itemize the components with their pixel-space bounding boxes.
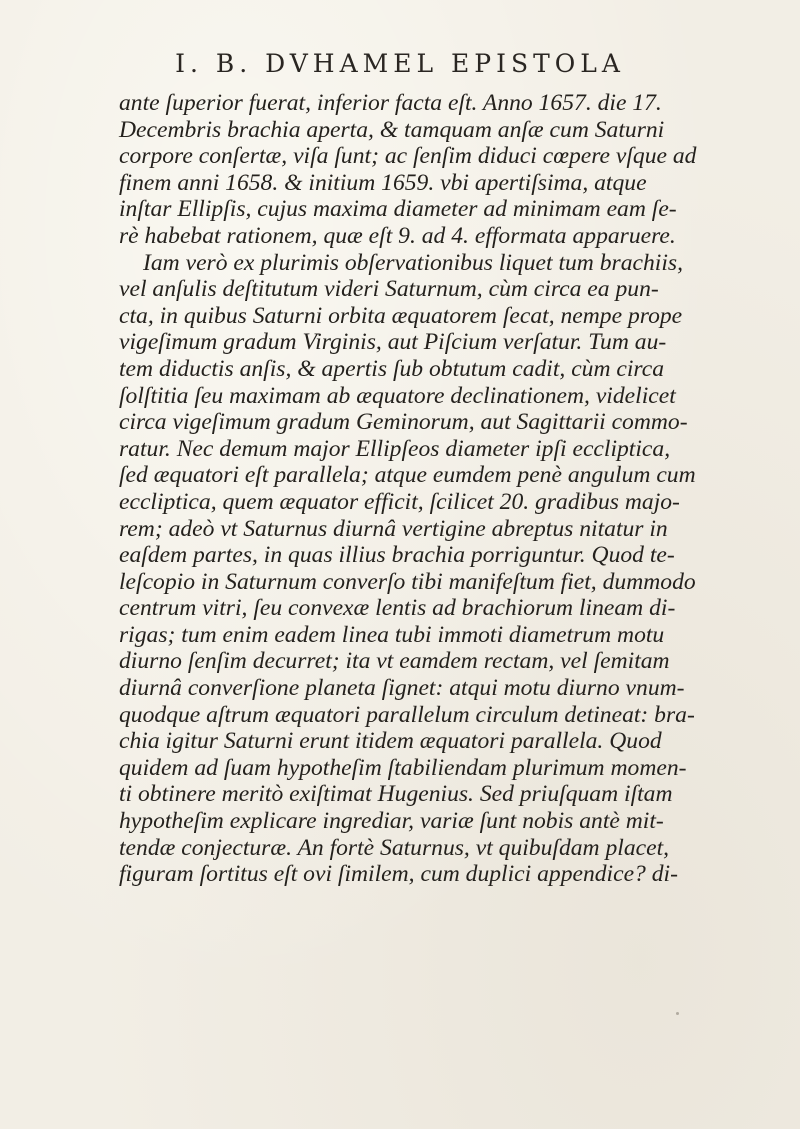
text-line: quidem ad ſuam hypotheſim ſtabiliendam plurimum momen- (119, 754, 687, 781)
text-line: Decembris brachia aperta, & tamquam anſæ cum Saturni (119, 116, 665, 143)
text-line: ratur. Nec demum major Ellipſeos diameter ipſi eccliptica, (119, 435, 671, 462)
text-line: quodque aſtrum æquatori parallelum circulum detineat: bra- (119, 701, 695, 728)
text-line: chia igitur Saturni erunt itidem æquatori parallela. Quod (119, 728, 662, 755)
text-line: ſolſtitia ſeu maximam ab æquatore declinationem, videlicet (119, 382, 676, 409)
paper-speck (676, 1012, 679, 1015)
text-line: rem; adeò vt Saturnus diurnâ vertigine abreptus nitatur in (119, 515, 668, 542)
text-line: rè habebat rationem, quæ eſt 9. ad 4. efformata apparuere. (119, 222, 676, 249)
text-line: diurno ſenſim decurret; ita vt eamdem rectam, vel ſemitam (119, 648, 670, 675)
text-line: centrum vitri, ſeu convexæ lentis ad brachiorum lineam di- (119, 595, 676, 622)
text-line: eccliptica, quem æquator efficit, ſcilicet 20. gradibus majo- (119, 488, 680, 515)
text-line: figuram ſortitus eſt ovi ſimilem, cum duplici appendice? di- (119, 861, 678, 888)
text-line: diurnâ converſione planeta ſignet: atqui motu diurno vnum- (119, 675, 685, 702)
paragraph-start-line: Iam verò ex plurimis obſervationibus liquet tum brachiis, (143, 249, 683, 276)
running-head: I. B. DVHAMEL EPISTOLA (175, 49, 625, 78)
text-line: ante ſuperior fuerat, inferior facta eſt. Anno 1657. die 17. (119, 90, 662, 116)
text-line: ſed æquatori eſt parallela; atque eumdem penè angulum cum (119, 462, 696, 489)
text-line: circa vigeſimum gradum Geminorum, aut Sagittarii commo- (119, 409, 688, 436)
text-line: tendæ conjecturæ. An fortè Saturnus, vt quibuſdam placet, (119, 834, 670, 861)
latin-text-block (119, 90, 759, 888)
text-line: inſtar Ellipſis, cujus maxima diameter ad minimam eam ſe- (119, 196, 677, 223)
text-line: leſcopio in Saturnum converſo tibi manifeſtum fiet, dummodo (119, 568, 696, 595)
text-line: tem diductis anſis, & apertis ſub obtutum cadit, cùm circa (119, 355, 665, 382)
text-line: cta, in quibus Saturni orbita æquatorem ſecat, nempe prope (119, 302, 683, 329)
text-line: rigas; tum enim eadem linea tubi immoti diametrum motu (119, 621, 665, 648)
text-line: eaſdem partes, in quas illius brachia porriguntur. Quod te- (119, 542, 675, 569)
text-line: vigeſimum gradum Virginis, aut Piſcium verſatur. Tum au- (119, 329, 667, 356)
text-line: ti obtinere meritò exiſtimat Hugenius. Sed priuſquam iſtam (119, 781, 673, 808)
text-line: finem anni 1658. & initium 1659. vbi apertiſsima, atque (119, 169, 647, 196)
text-line: hypotheſim explicare ingrediar, variæ ſunt nobis antè mit- (119, 808, 664, 835)
text-line: corpore conſertæ, viſa ſunt; ac ſenſim diduci cœpere vſque ad (119, 143, 697, 170)
text-line: vel anſulis deſtitutum videri Saturnum, cùm circa ea pun- (119, 276, 659, 303)
